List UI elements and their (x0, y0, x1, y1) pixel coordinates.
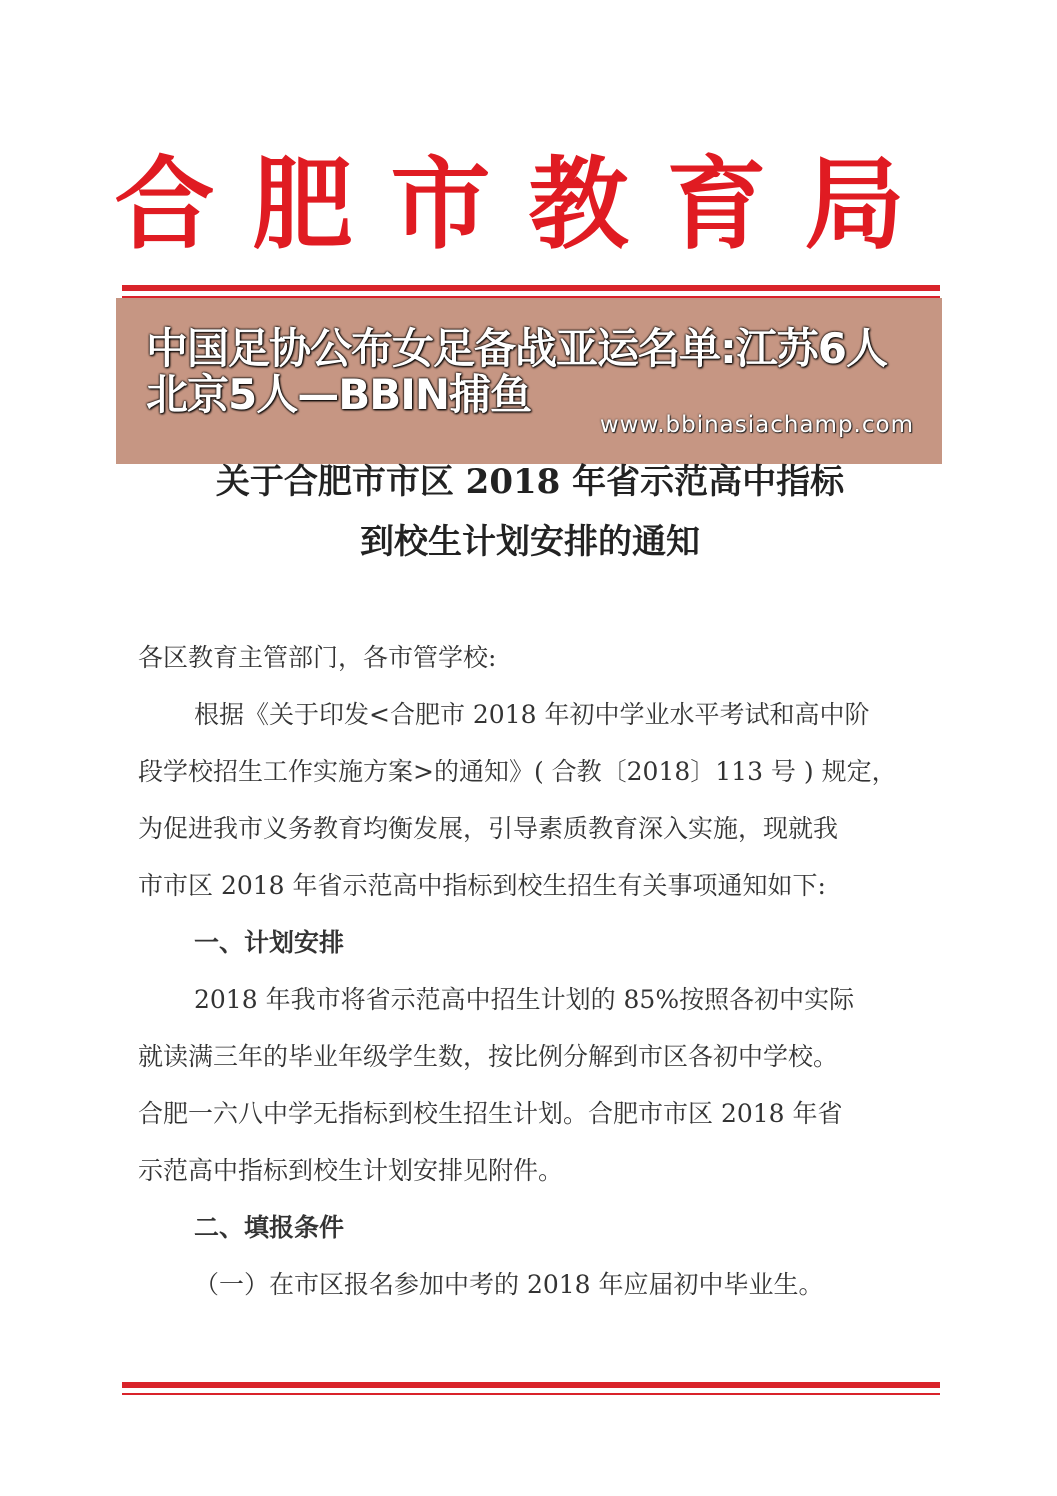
body-line: （一）在市区报名参加中考的 2018 年应届初中毕业生。 (194, 1270, 824, 1299)
notice-title-line-1: 关于合肥市市区 2018 年省示范高中指标 (215, 462, 845, 502)
banner-headline[interactable]: 中国足协公布女足备战亚运名单:江苏6人北京5人—BBIN捕鱼 (146, 324, 888, 419)
notice-title-line-2: 到校生计划安排的通知 (360, 522, 700, 562)
section-heading-plan: 一、计划安排 (194, 928, 345, 957)
body-line: 示范高中指标到校生计划安排见附件。 (138, 1156, 564, 1185)
body-line: 2018 年我市将省示范高中招生计划的 85%按照各初中实际 (194, 985, 855, 1014)
body-line: 为促进我市义务教育均衡发展，引导素质教育深入实施，现就我 (138, 814, 839, 843)
body-line: 段学校招生工作实施方案>的通知》( 合教〔2018〕113 号 ) 规定， (138, 757, 897, 786)
body-line: 就读满三年的毕业年级学生数，按比例分解到市区各初中学校。 (138, 1042, 839, 1071)
body-salutation: 各区教育主管部门，各市管学校: (138, 643, 497, 672)
body-line: 根据《关于印发<合肥市 2018 年初中学业水平考试和高中阶 (194, 700, 870, 729)
red-rule-bottom-thin (122, 1393, 940, 1395)
headline-banner[interactable] (116, 298, 942, 464)
red-rule-bottom-thick (122, 1382, 940, 1388)
section-heading-conditions: 二、填报条件 (194, 1213, 345, 1242)
body-line: 合肥一六八中学无指标到校生招生计划。合肥市市区 2018 年省 (138, 1099, 843, 1128)
masthead-title: 合肥市教育局 (114, 146, 943, 263)
banner-url[interactable]: www.bbinasiachamp.com (599, 412, 914, 438)
red-rule-top-thick (122, 285, 940, 291)
body-line: 市市区 2018 年省示范高中指标到校生招生有关事项通知如下: (138, 871, 826, 900)
notice-title (120, 452, 940, 572)
